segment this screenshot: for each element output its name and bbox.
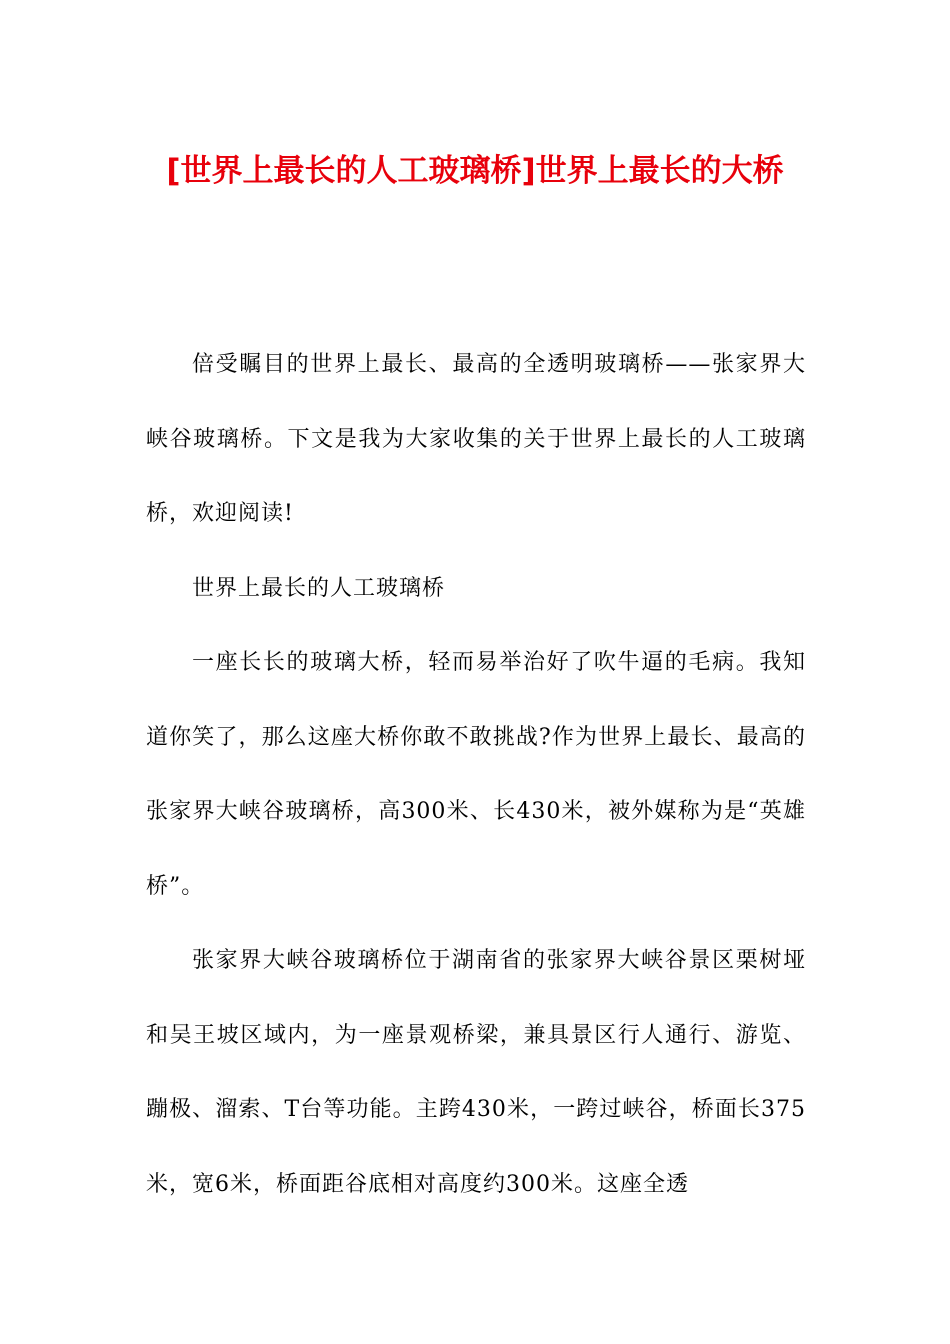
document-title: [世界上最长的人工玻璃桥]世界上最长的大桥	[166, 153, 784, 189]
paragraph-subheading: 世界上最长的人工玻璃桥	[192, 575, 446, 601]
paragraph-hero-bridge: 一座长长的玻璃大桥，轻而易举治好了吹牛逼的毛病。我知道你笑了，那么这座大桥你敢不敢挑战?作为世界上最长、最高的张家界大峡谷玻璃桥，高300米、长430米，被外媒称为是“英雄桥”。	[146, 650, 806, 899]
paragraph-bridge-details: 张家界大峡谷玻璃桥位于湖南省的张家界大峡谷景区栗树垭和吴王坡区域内，为一座景观桥梁，兼具景区行人通行、游览、蹦极、溜索、T台等功能。主跨430米，一跨过峡谷，桥面长375米，宽6米，桥面距谷底相对高度约300米。这座全透	[146, 948, 806, 1197]
document-body	[146, 328, 806, 1222]
paragraph-intro: 倍受瞩目的世界上最长、最高的全透明玻璃桥——张家界大峡谷玻璃桥。下文是我为大家收集的关于世界上最长的人工玻璃桥，欢迎阅读!	[146, 352, 806, 526]
